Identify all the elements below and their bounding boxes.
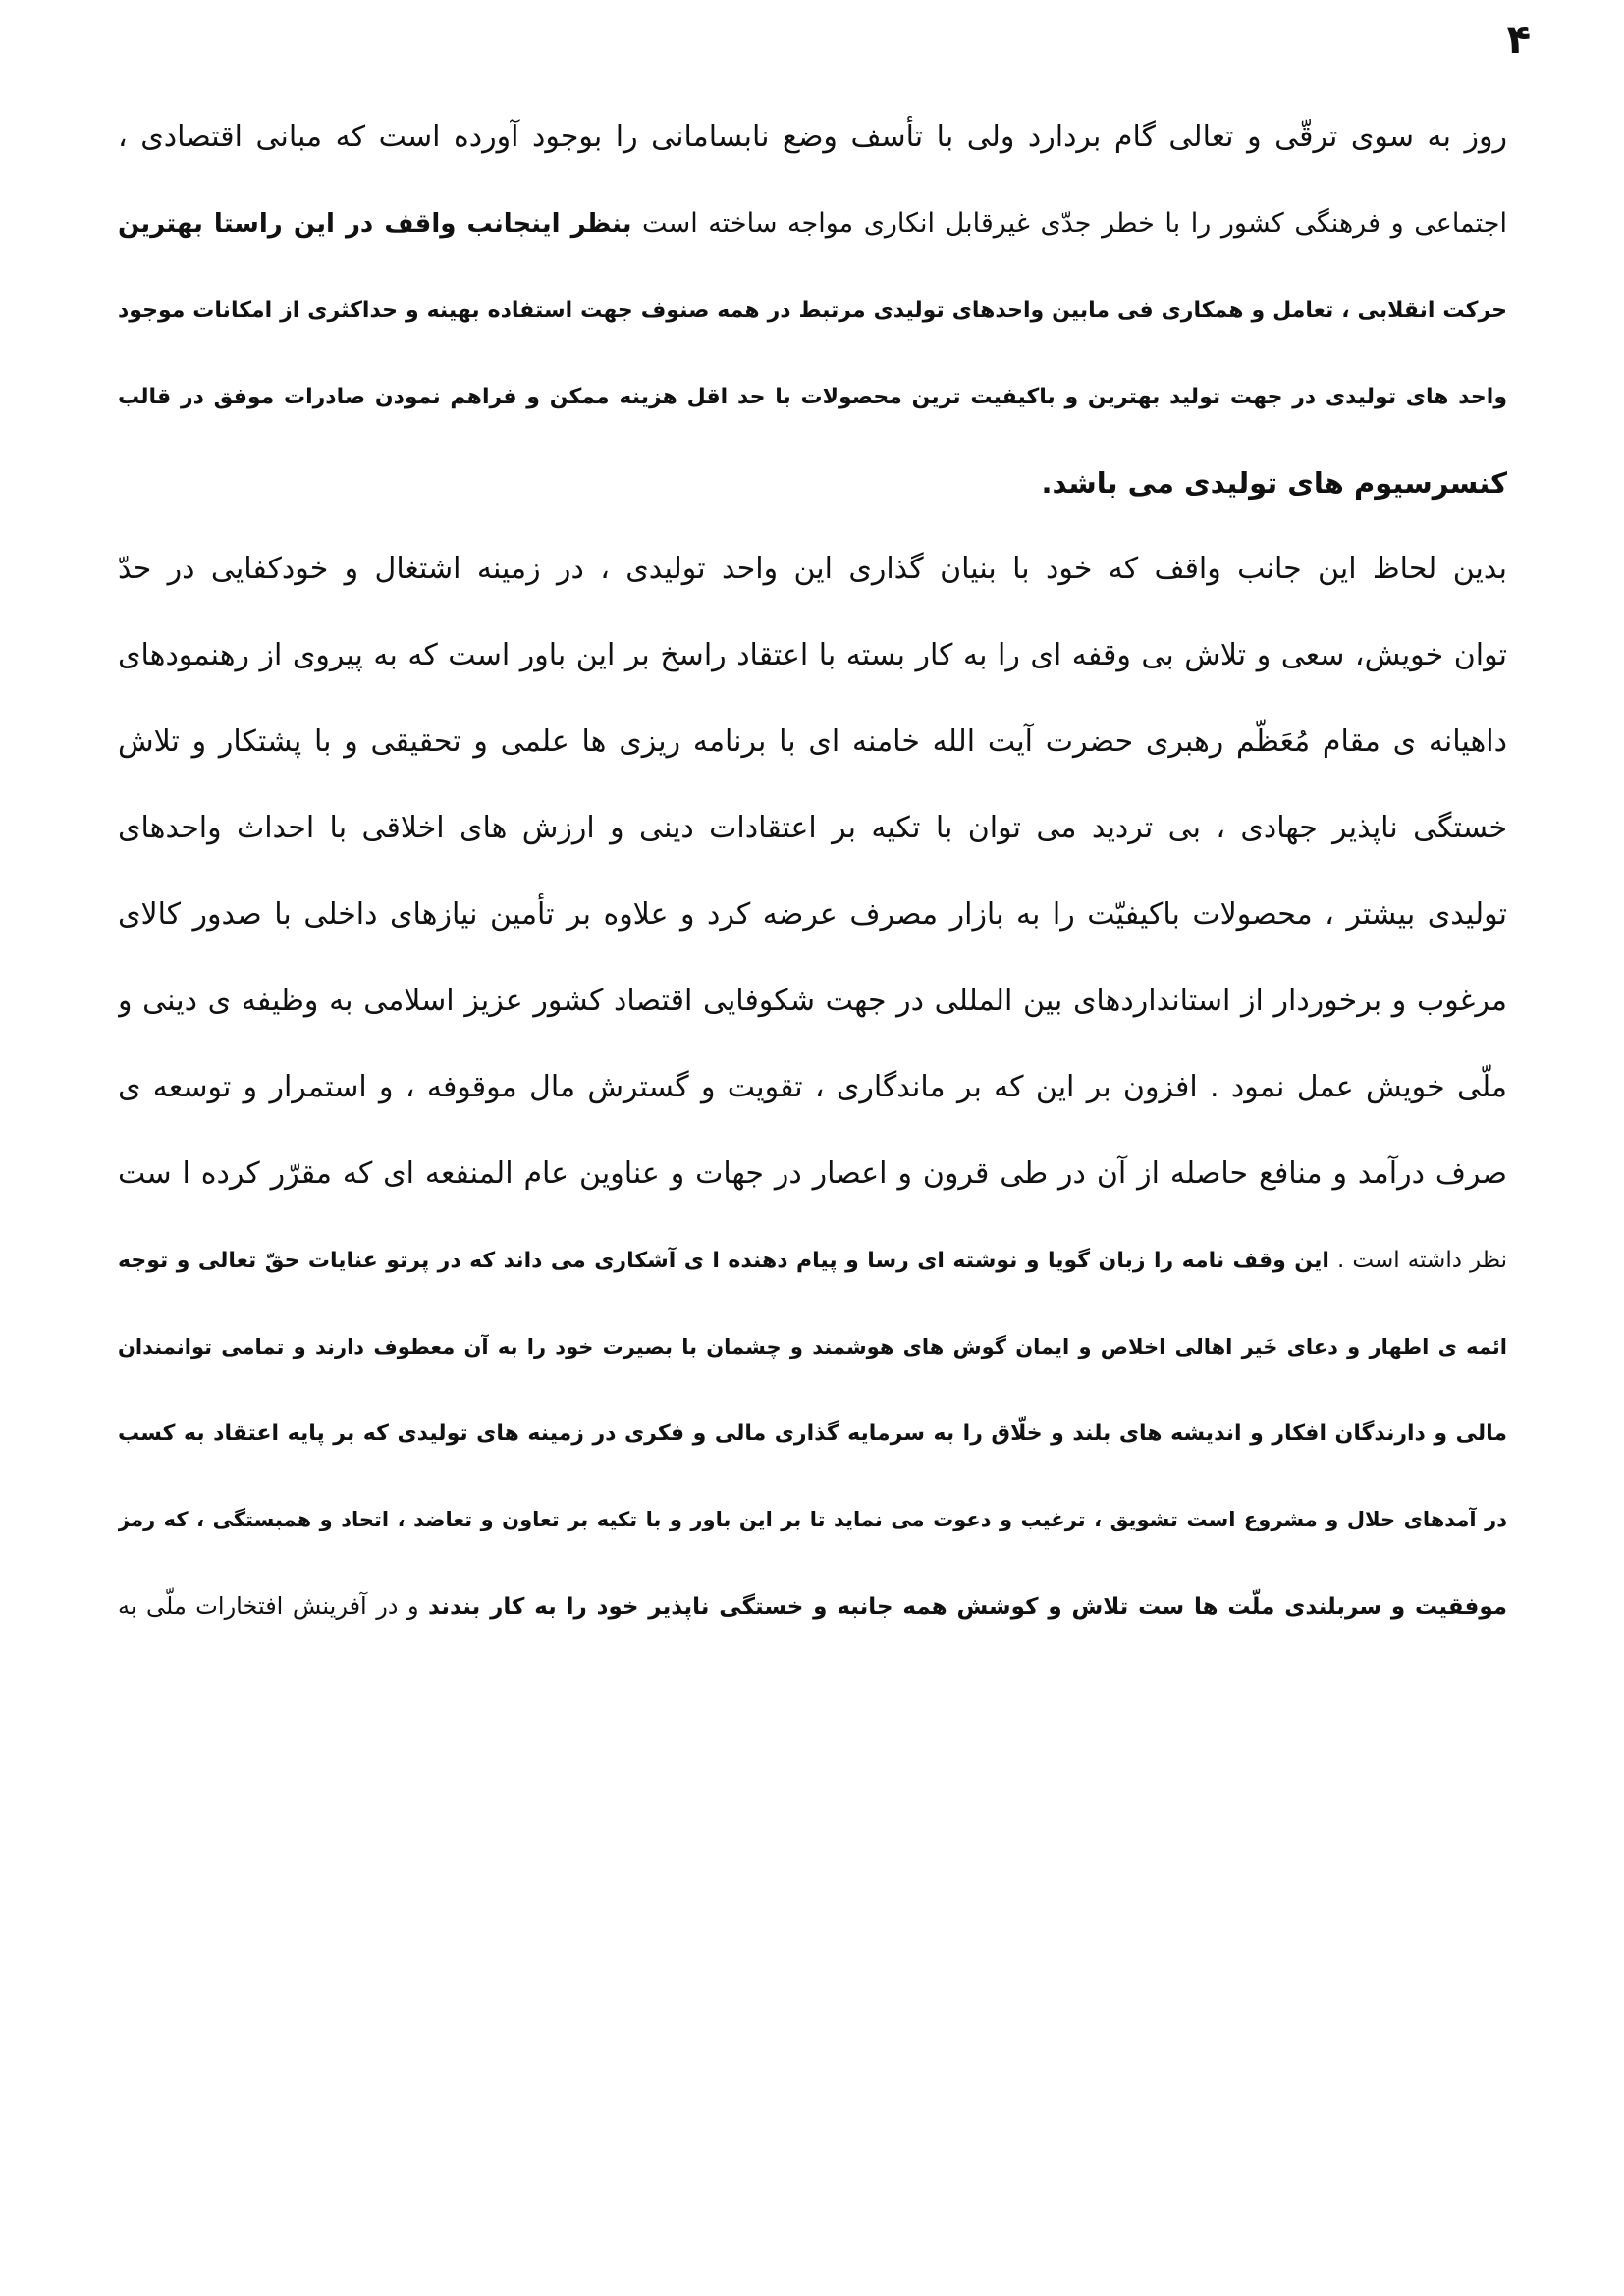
text-line — [118, 440, 1507, 526]
text-run: ملّی خویش عمل نمود . افزون بر این که بر ماندگاری ، تقویت و گسترش مال موقوفه ، و استمرار و توسعه ی — [118, 1070, 1507, 1104]
bold-text-run: در آمدهای حلال و مشروع است تشویق ، ترغیب و دعوت می نماید تا بر این باور و با تکیه بر تعاون و تعاضد ، اتحاد و همبستگی ، که رمز — [118, 1508, 1507, 1531]
text-line — [118, 1131, 1507, 1217]
bold-text-run: موفقیت و سربلندی ملّت ها ست تلاش و کوشش همه جانبه و خستگی ناپذیر خود را به کار بندند — [428, 1594, 1507, 1620]
page-number: ۴ — [1506, 18, 1531, 63]
text-run: تولیدی بیشتر ، محصولات باکیفیّت را به بازار مصرف عرضه کرد و علاوه بر تأمین نیازهای داخلی با صدور کالای — [118, 897, 1507, 932]
bold-text-run: واحد های تولیدی در جهت تولید بهترین و باکیفیت ترین محصولات با حد اقل هزینه ممکن و فراهم نمودن صادرات موفق در قالب — [118, 385, 1507, 409]
text-line — [118, 353, 1507, 440]
text-line — [118, 958, 1507, 1044]
bold-text-run: کنسرسیوم های تولیدی می باشد. — [1041, 466, 1507, 500]
bold-text-run: حرکت انقلابی ، تعامل و همکاری فی مابین واحدهای تولیدی مرتبط در همه صنوف جهت استفاده بهینه و حداکثری از امکانات موجود — [118, 298, 1507, 323]
text-run: روز به سوی ترقّی و تعالی گام بردارد ولی با تأسف وضع نابسامانی را بوجود آورده است که مبانی اقتصادی ، — [118, 120, 1507, 154]
bold-text-run: ائمه ی اطهار و دعای خَیر اهالی اخلاص و ایمان گوش های هوشمند و چشمان با بصیرت خود را به آن معطوف دارند و تمامی توانمندان — [118, 1335, 1507, 1359]
text-line — [118, 94, 1507, 181]
text-line — [118, 1563, 1507, 1649]
text-run: اجتماعی و فرهنگی کشور را با خطر جدّی غیرقابل انکاری مواجه ساخته است — [631, 208, 1507, 239]
text-run: صرف درآمد و منافع حاصله از آن در طی قرون و اعصار در جهات و عناوین عام المنفعه ای که مقرّر کرده ا ست — [118, 1156, 1507, 1191]
text-line — [118, 1304, 1507, 1390]
text-run: داهیانه ی مقام مُعَظّم رهبری حضرت آیت الله خامنه ای با برنامه ریزی ها علمی و تحقیقی و با پشتکار و تلاش — [118, 724, 1507, 759]
body-text — [118, 94, 1507, 1649]
text-line — [118, 1044, 1507, 1131]
text-line — [118, 1476, 1507, 1563]
text-run: بدین لحاظ این جانب واقف که خود با بنیان گذاری این واحد تولیدی ، در زمینه اشتغال و خودکفایی در حدّ — [118, 552, 1507, 586]
text-line — [118, 699, 1507, 785]
bold-text-run: بنظر اینجانب واقف در این راستا بهترین — [118, 209, 632, 239]
text-run: توان خویش، سعی و تلاش بی وقفه ای را به کار بسته با اعتقاد راسخ بر این باور است که به پیروی از رهنمودهای — [118, 638, 1507, 672]
text-line — [118, 267, 1507, 353]
text-line — [118, 613, 1507, 699]
text-run: خستگی ناپذیر جهادی ، بی تردید می توان با تکیه بر اعتقادات دینی و ارزش های اخلاقی با احداث واحدهای — [118, 811, 1507, 845]
text-line — [118, 181, 1507, 267]
text-run: و در آفرینش افتخارات ملّی به — [118, 1592, 429, 1620]
text-line — [118, 785, 1507, 872]
bold-text-run: این وقف نامه را زبان گویا و نوشته ای رسا و پیام دهنده ا ی آشکاری می داند که در پرتو عنایات حقّ تعالی و توجه — [118, 1249, 1329, 1273]
text-line — [118, 1390, 1507, 1476]
text-line — [118, 1217, 1507, 1304]
bold-text-run: مالی و دارندگان افکار و اندیشه های بلند و خلّاق را به سرمایه گذاری مالی و فکری در زمینه های تولیدی که بر پایه اعتقاد به کسب — [118, 1421, 1507, 1446]
text-run: مرغوب و برخوردار از استانداردهای بین المللی در جهت شکوفایی اقتصاد کشور عزیز اسلامی به وظیفه ی دینی و — [118, 984, 1507, 1018]
text-run: نظر داشته است . — [1328, 1248, 1507, 1273]
text-line — [118, 526, 1507, 613]
text-line — [118, 872, 1507, 958]
